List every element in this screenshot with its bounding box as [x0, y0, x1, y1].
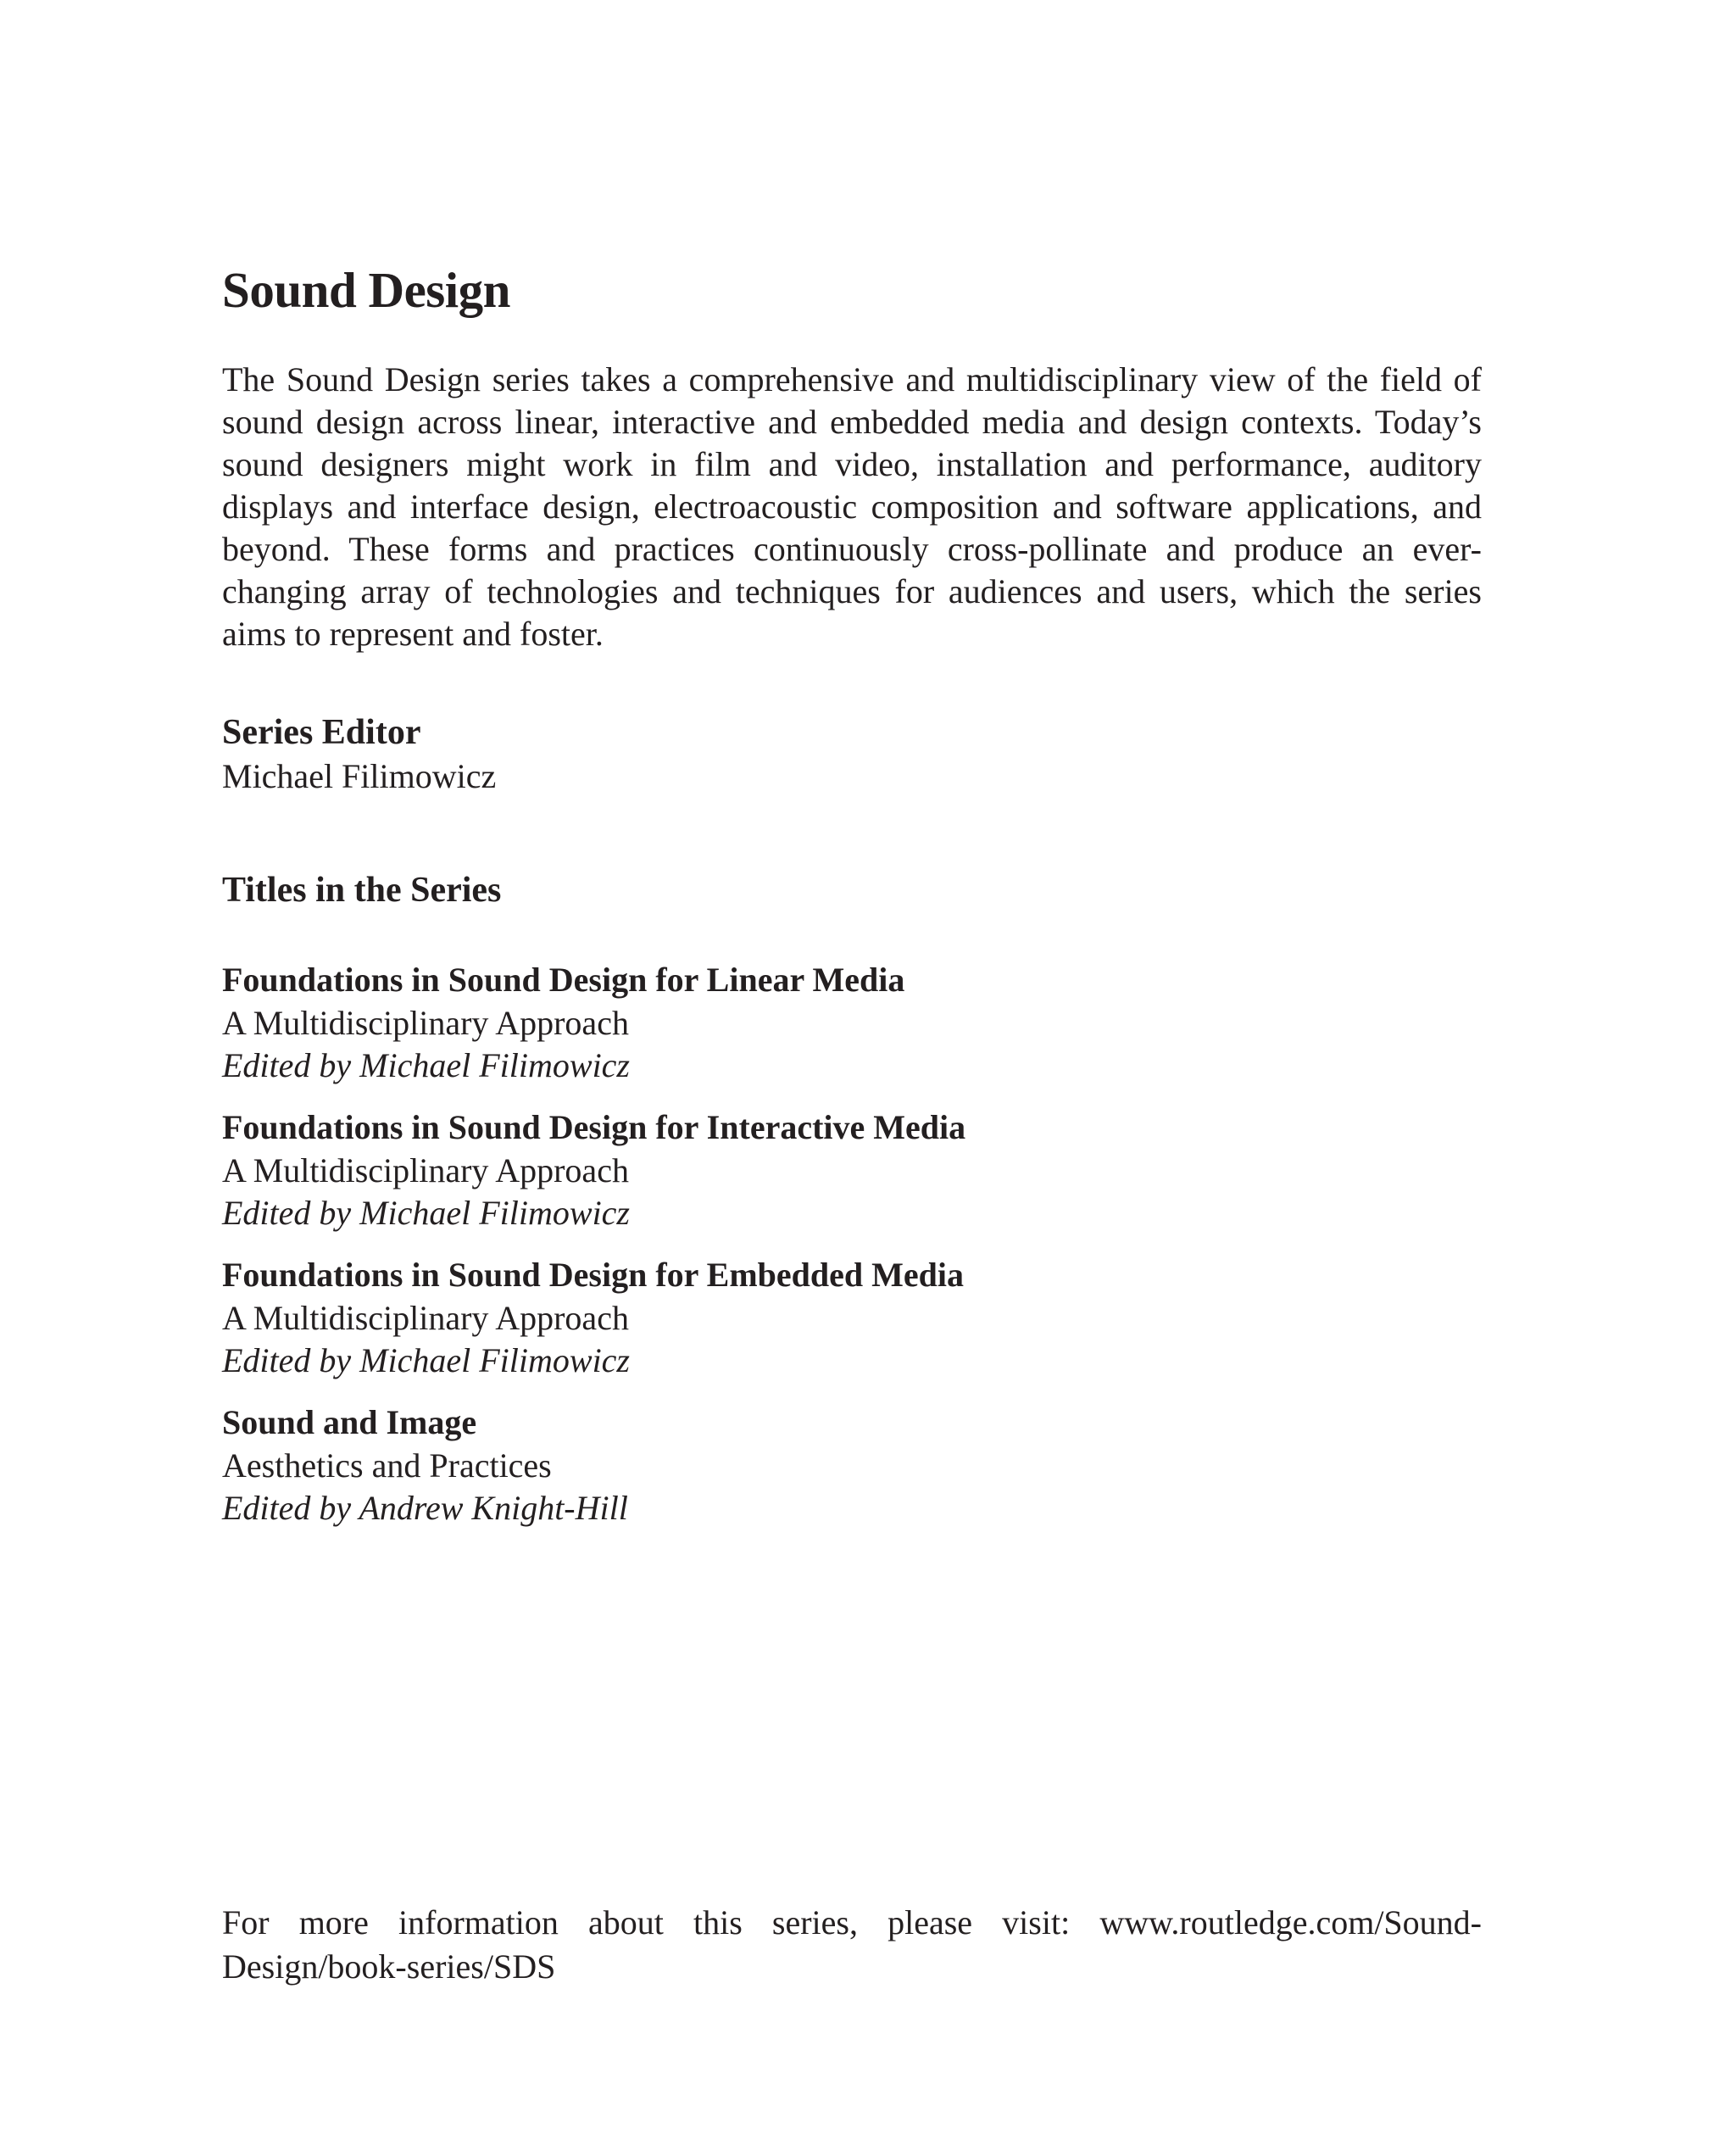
list-item [222, 958, 1482, 1087]
list-item [222, 1106, 1482, 1234]
series-page [222, 263, 1482, 1548]
book-title: Foundations in Sound Design for Embedded Media [222, 1255, 965, 1294]
book-subtitle: A Multidisciplinary Approach [222, 1298, 629, 1337]
book-title: Sound and Image [222, 1402, 477, 1441]
titles-heading: Titles in the Series [222, 871, 502, 911]
list-item [222, 1401, 1482, 1529]
book-editor: Edited by Michael Filimowicz [222, 1193, 630, 1232]
book-title: Foundations in Sound Design for Linear Media [222, 960, 905, 999]
book-editor: Edited by Michael Filimowicz [222, 1045, 630, 1084]
book-subtitle: A Multidisciplinary Approach [222, 1150, 629, 1189]
list-item [222, 1253, 1482, 1382]
series-editor-name: Michael Filimowicz [222, 757, 497, 796]
titles-section [222, 869, 1482, 1529]
book-editor: Edited by Andrew Knight-Hill [222, 1488, 628, 1527]
series-editor-heading: Series Editor [222, 712, 421, 752]
book-title: Foundations in Sound Design for Interactive Media [222, 1107, 966, 1146]
book-subtitle: Aesthetics and Practices [222, 1446, 552, 1485]
series-title: Sound Design [222, 262, 510, 318]
series-info-footer: For more information about this series, please visit: www.routledge.com/Sound-Design/book-series/SDS [222, 1903, 1482, 1986]
series-description: The Sound Design series takes a comprehensive and multidisciplinary view of the field of sound design across linear, interactive and embedded media and design contexts. Today’s sound designers might work in film and video, installation and performance, auditory displays and interface design, electroacoustic composition and software applications, and beyond. These forms and practices continuously cross-pollinate and produce an ever-changing array of technologies and techniques for audiences and users, which the series aims to represent and foster. [222, 359, 1482, 653]
book-editor: Edited by Michael Filimowicz [222, 1340, 630, 1379]
titles-list [222, 958, 1482, 1529]
series-editor-block [222, 711, 1482, 799]
book-subtitle: A Multidisciplinary Approach [222, 1003, 629, 1042]
